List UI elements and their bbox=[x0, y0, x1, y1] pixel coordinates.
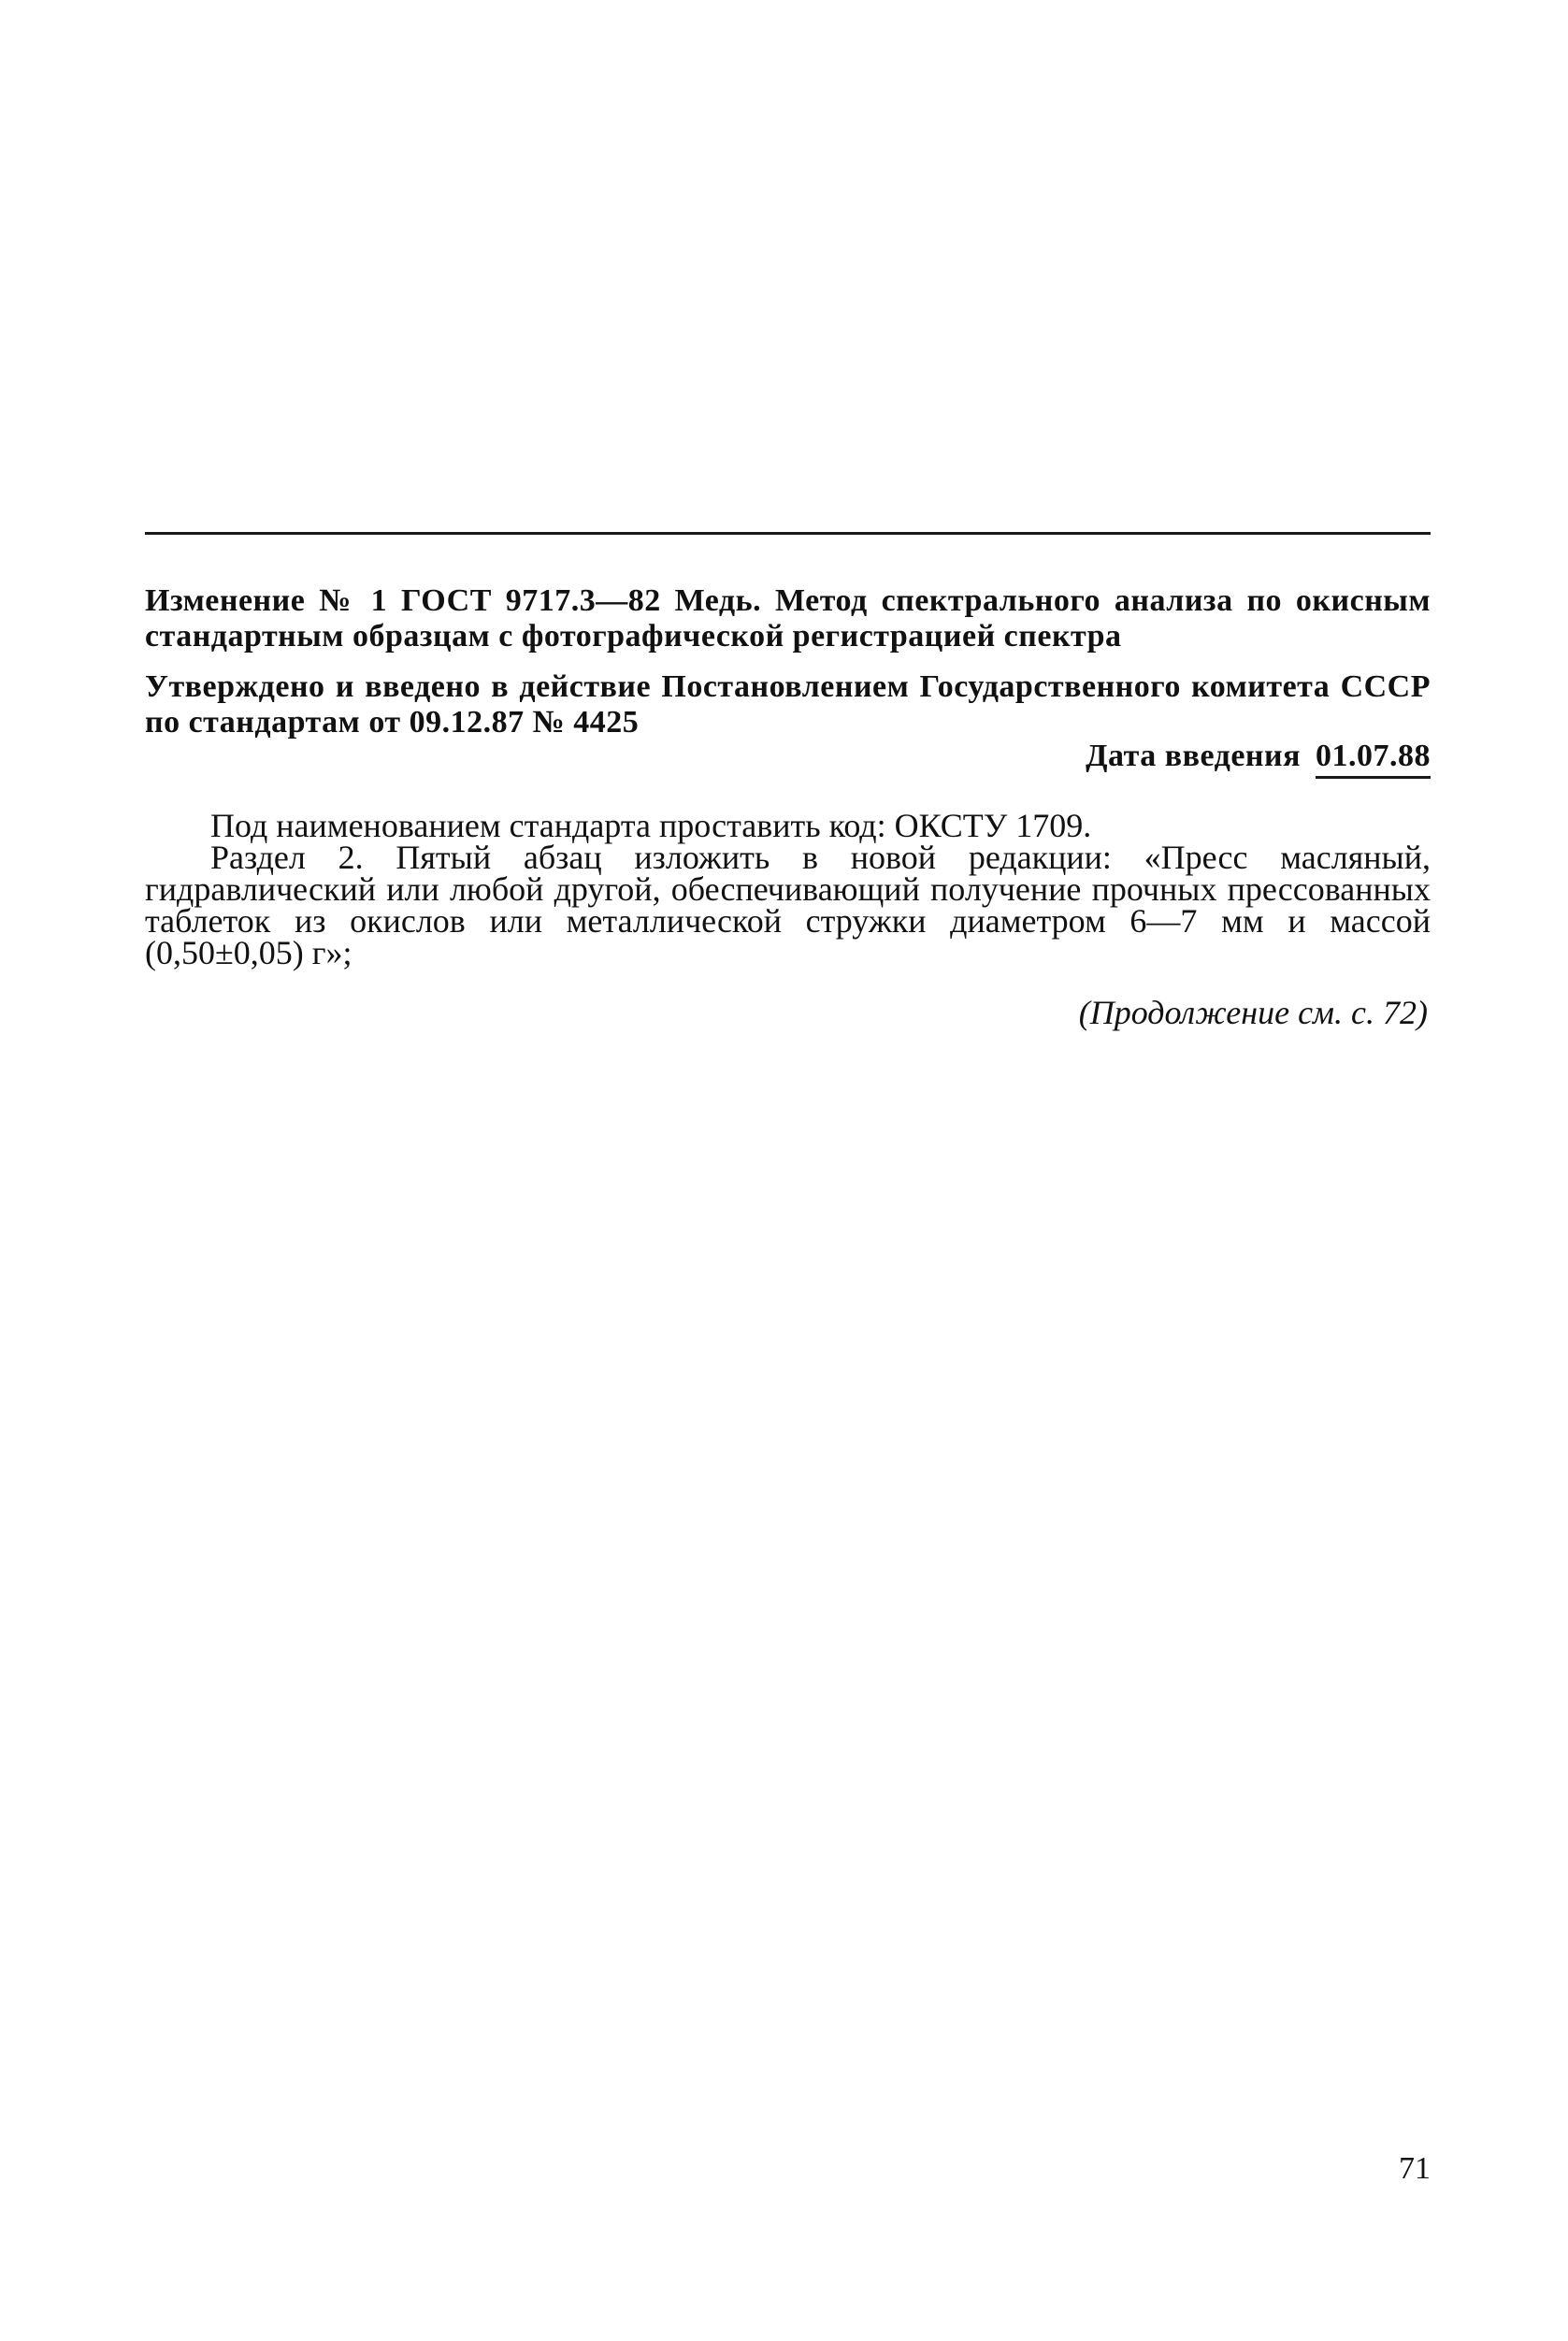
paragraph-section-2: Раздел 2. Пятый абзац изложить в новой редакции: «Пресс масляный, гидравлический или любой другой, обеспечивающий получение прочных прессованных таблеток из окислов или металлической стружки диаметром 6—7 мм и массой (0,50±0,05) г»; bbox=[145, 839, 1431, 971]
page-number: 71 bbox=[1399, 2151, 1431, 2186]
approval-statement: Утверждено и введено в действие Постановлением Государственного комитета СССР по стандартам от 09.12.87 № 4425 bbox=[145, 669, 1431, 740]
paragraph-okstu-code: Под наименованием стандарта проставить код: ОКСТУ 1709. bbox=[210, 807, 1092, 844]
introduction-date-value: 01.07.88 bbox=[1316, 739, 1431, 779]
amendment-title: Изменение № 1 ГОСТ 9717.3—82 Медь. Метод спектрального анализа по окисным стандартным образцам с фотографической регистрацией спектра bbox=[145, 583, 1431, 653]
introduction-date-label: Дата введения bbox=[1086, 739, 1301, 773]
introduction-date bbox=[1086, 739, 1431, 779]
continuation-note: (Продолжение см. с. 72) bbox=[1078, 994, 1428, 1031]
top-rule bbox=[145, 532, 1431, 535]
amendment-body bbox=[145, 807, 1431, 971]
